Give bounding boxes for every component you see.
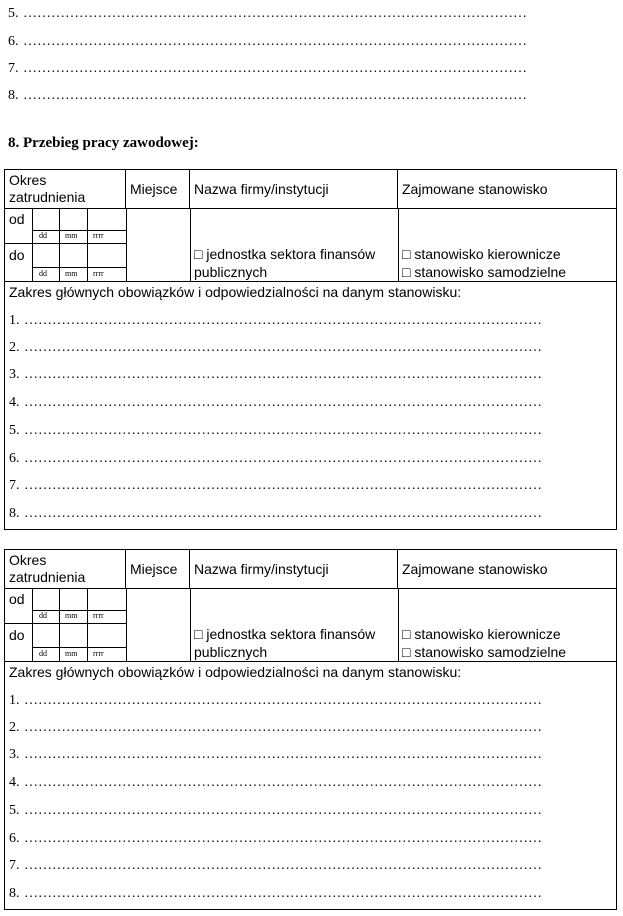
- do-label: do: [9, 247, 25, 263]
- sektor-checkbox[interactable]: □ jednostka sektora finansów: [194, 626, 376, 642]
- line-number: 7.: [8, 61, 19, 76]
- zajmowane-label: Zajmowane stanowisko: [402, 181, 548, 197]
- mm-hint: mm: [65, 231, 78, 240]
- zakres-label: Zakres głównych obowiązków i odpowiedzialności na danym stanowisku:: [9, 284, 462, 300]
- list-item[interactable]: 5. …………………………………………………………………………………………………: [9, 423, 542, 438]
- dotted-fill[interactable]: ………………………………………………………………………………………………: [23, 61, 527, 76]
- zajmowane-header: [398, 170, 616, 208]
- dotted-fill[interactable]: ………………………………………………………………………………………………: [23, 88, 527, 103]
- nazwa-header: [190, 170, 398, 208]
- list-item[interactable]: 4. …………………………………………………………………………………………………: [9, 775, 542, 790]
- list-item[interactable]: 2. …………………………………………………………………………………………………: [9, 720, 542, 735]
- dd-hint: dd: [39, 611, 47, 620]
- okres-label: Okres: [9, 172, 47, 188]
- list-item[interactable]: 5. …………………………………………………………………………………………………: [9, 803, 542, 818]
- line-number: 6.: [8, 34, 19, 49]
- kierownicze-checkbox[interactable]: □ stanowisko kierownicze: [402, 246, 561, 262]
- miejsce-label: Miejsce: [130, 181, 178, 197]
- dd-hint: dd: [39, 269, 47, 278]
- mm-hint: mm: [65, 611, 78, 620]
- kierownicze-checkbox[interactable]: □ stanowisko kierownicze: [402, 626, 561, 642]
- rrrr-hint: rrrr: [93, 231, 104, 240]
- zajmowane-label: Zajmowane stanowisko: [402, 561, 548, 577]
- nazwa-header: [190, 550, 398, 588]
- list-item[interactable]: 7. …………………………………………………………………………………………………: [9, 478, 542, 493]
- dotted-fill[interactable]: ………………………………………………………………………………………………: [23, 34, 527, 49]
- employment-block-1: [4, 169, 617, 530]
- rrrr-hint: rrrr: [93, 649, 104, 658]
- okres-label: Okres: [9, 552, 47, 568]
- sektor-label-2: publicznych: [194, 264, 268, 280]
- list-item[interactable]: 8. …………………………………………………………………………………………………: [9, 506, 542, 521]
- do-label: do: [9, 627, 25, 643]
- zatrudnienia-label: zatrudnienia: [9, 569, 86, 585]
- list-item: [8, 6, 608, 22]
- list-item[interactable]: 1. …………………………………………………………………………………………………: [9, 693, 542, 708]
- dd-hint: dd: [39, 231, 47, 240]
- list-item[interactable]: 1. …………………………………………………………………………………………………: [9, 313, 542, 328]
- line-number: 5.: [8, 6, 19, 21]
- okres-header: [5, 170, 126, 208]
- od-label: od: [9, 211, 25, 227]
- list-item: [8, 61, 608, 77]
- mm-hint: mm: [65, 269, 78, 278]
- samodzielne-checkbox[interactable]: □ stanowisko samodzielne: [402, 644, 567, 660]
- list-item: [8, 88, 608, 104]
- list-item[interactable]: 2. …………………………………………………………………………………………………: [9, 340, 542, 355]
- dotted-fill[interactable]: ………………………………………………………………………………………………: [23, 6, 527, 21]
- miejsce-header: [126, 170, 190, 208]
- miejsce-label: Miejsce: [130, 561, 178, 577]
- list-item[interactable]: 3. …………………………………………………………………………………………………: [9, 367, 542, 382]
- list-item[interactable]: 7. …………………………………………………………………………………………………: [9, 858, 542, 873]
- od-label: od: [9, 591, 25, 607]
- sektor-label-2: publicznych: [194, 644, 268, 660]
- section-heading: 8. Przebieg pracy zawodowej:: [8, 135, 199, 151]
- nazwa-label: Nazwa firmy/instytucji: [194, 561, 329, 577]
- rrrr-hint: rrrr: [93, 611, 104, 620]
- line-number: 8.: [8, 88, 19, 103]
- samodzielne-checkbox[interactable]: □ stanowisko samodzielne: [402, 264, 567, 280]
- mm-hint: mm: [65, 649, 78, 658]
- nazwa-label: Nazwa firmy/instytucji: [194, 181, 329, 197]
- zajmowane-header: [398, 550, 616, 588]
- list-item: [8, 34, 608, 50]
- employment-block-2: [4, 549, 617, 910]
- zakres-label: Zakres głównych obowiązków i odpowiedzialności na danym stanowisku:: [9, 664, 462, 680]
- list-item[interactable]: 6. …………………………………………………………………………………………………: [9, 451, 542, 466]
- list-item[interactable]: 3. …………………………………………………………………………………………………: [9, 747, 542, 762]
- rrrr-hint: rrrr: [93, 269, 104, 278]
- sektor-checkbox[interactable]: □ jednostka sektora finansów: [194, 246, 376, 262]
- list-item[interactable]: 6. …………………………………………………………………………………………………: [9, 831, 542, 846]
- dd-hint: dd: [39, 649, 47, 658]
- miejsce-header: [126, 550, 190, 588]
- zatrudnienia-label: zatrudnienia: [9, 189, 86, 205]
- list-item[interactable]: 8. …………………………………………………………………………………………………: [9, 886, 542, 901]
- okres-header: [5, 550, 126, 588]
- list-item[interactable]: 4. …………………………………………………………………………………………………: [9, 395, 542, 410]
